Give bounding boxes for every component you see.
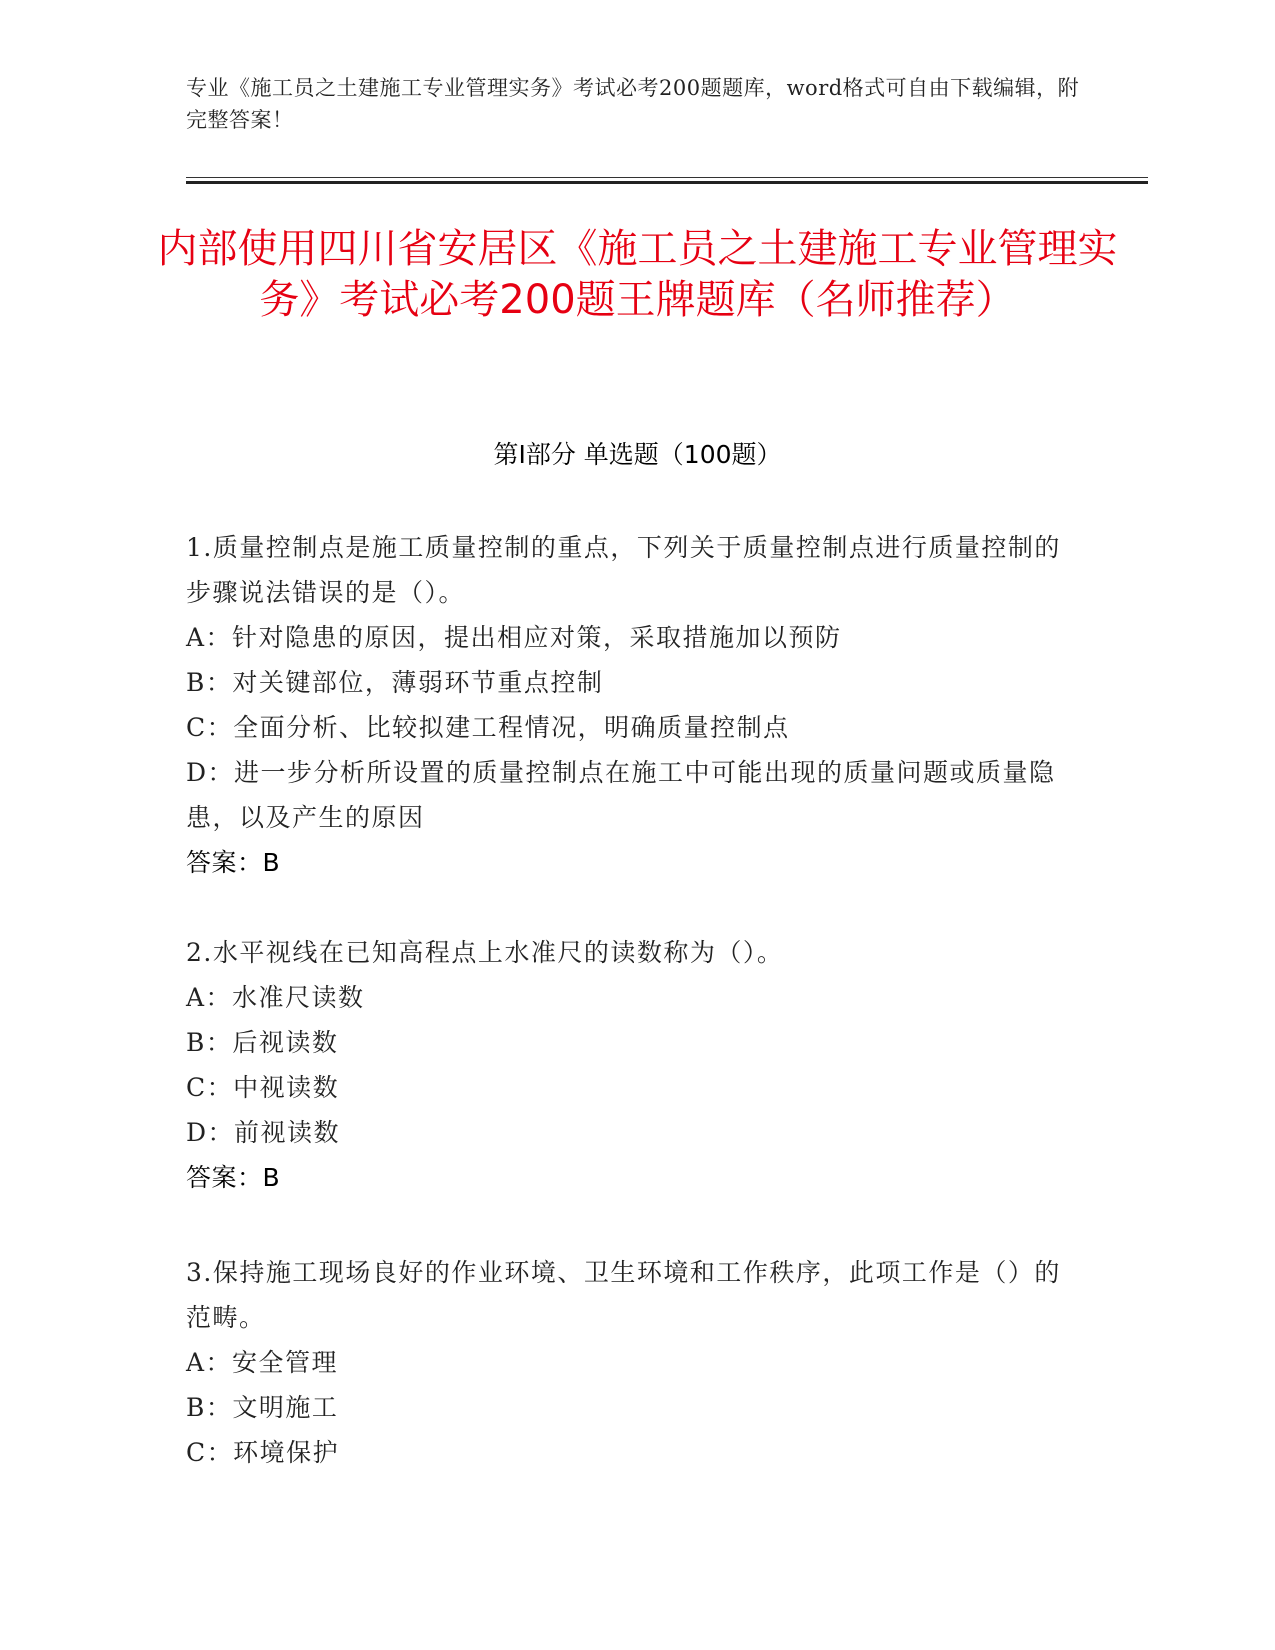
option-d: D：进一步分析所设置的质量控制点在施工中可能出现的质量问题或质量隐患，以及产生的原因 (186, 758, 1056, 832)
question-1 (186, 525, 1066, 885)
option-b: B：对关键部位，薄弱环节重点控制 (186, 668, 604, 697)
question-3 (186, 1250, 1066, 1475)
option-d: D：前视读数 (186, 1118, 341, 1147)
answer: 答案：B (186, 848, 281, 877)
option-b: B：后视读数 (186, 1028, 339, 1057)
option-a: A：水准尺读数 (186, 983, 365, 1012)
option-c: C：全面分析、比较拟建工程情况，明确质量控制点 (186, 713, 790, 742)
answer: 答案：B (186, 1163, 281, 1192)
section-heading: 第Ⅰ部分 单选题（100题） (493, 440, 782, 469)
header-note: 专业《施工员之土建施工专业管理实务》考试必考200题题库，word格式可自由下载编辑，附完整答案！ (186, 76, 1080, 132)
question-stem: 2.水平视线在已知高程点上水准尺的读数称为（）。 (186, 938, 784, 967)
header-divider-thick (186, 181, 1148, 184)
option-c: C：中视读数 (186, 1073, 340, 1102)
option-b: B：文明施工 (186, 1393, 339, 1422)
question-2 (186, 930, 1066, 1200)
option-a: A：安全管理 (186, 1348, 339, 1377)
question-stem: 3.保持施工现场良好的作业环境、卫生环境和工作秩序，此项工作是（）的范畴。 (186, 1258, 1061, 1332)
question-stem: 1.质量控制点是施工质量控制的重点，下列关于质量控制点进行质量控制的步骤说法错误的是（）。 (186, 533, 1061, 607)
option-c: C：环境保护 (186, 1438, 340, 1467)
document-title: 内部使用四川省安居区《施工员之土建施工专业管理实务》考试必考200题王牌题库（名师推荐） (157, 226, 1118, 323)
option-a: A：针对隐患的原因，提出相应对策，采取措施加以预防 (186, 623, 842, 652)
header-divider-thin (186, 177, 1148, 178)
